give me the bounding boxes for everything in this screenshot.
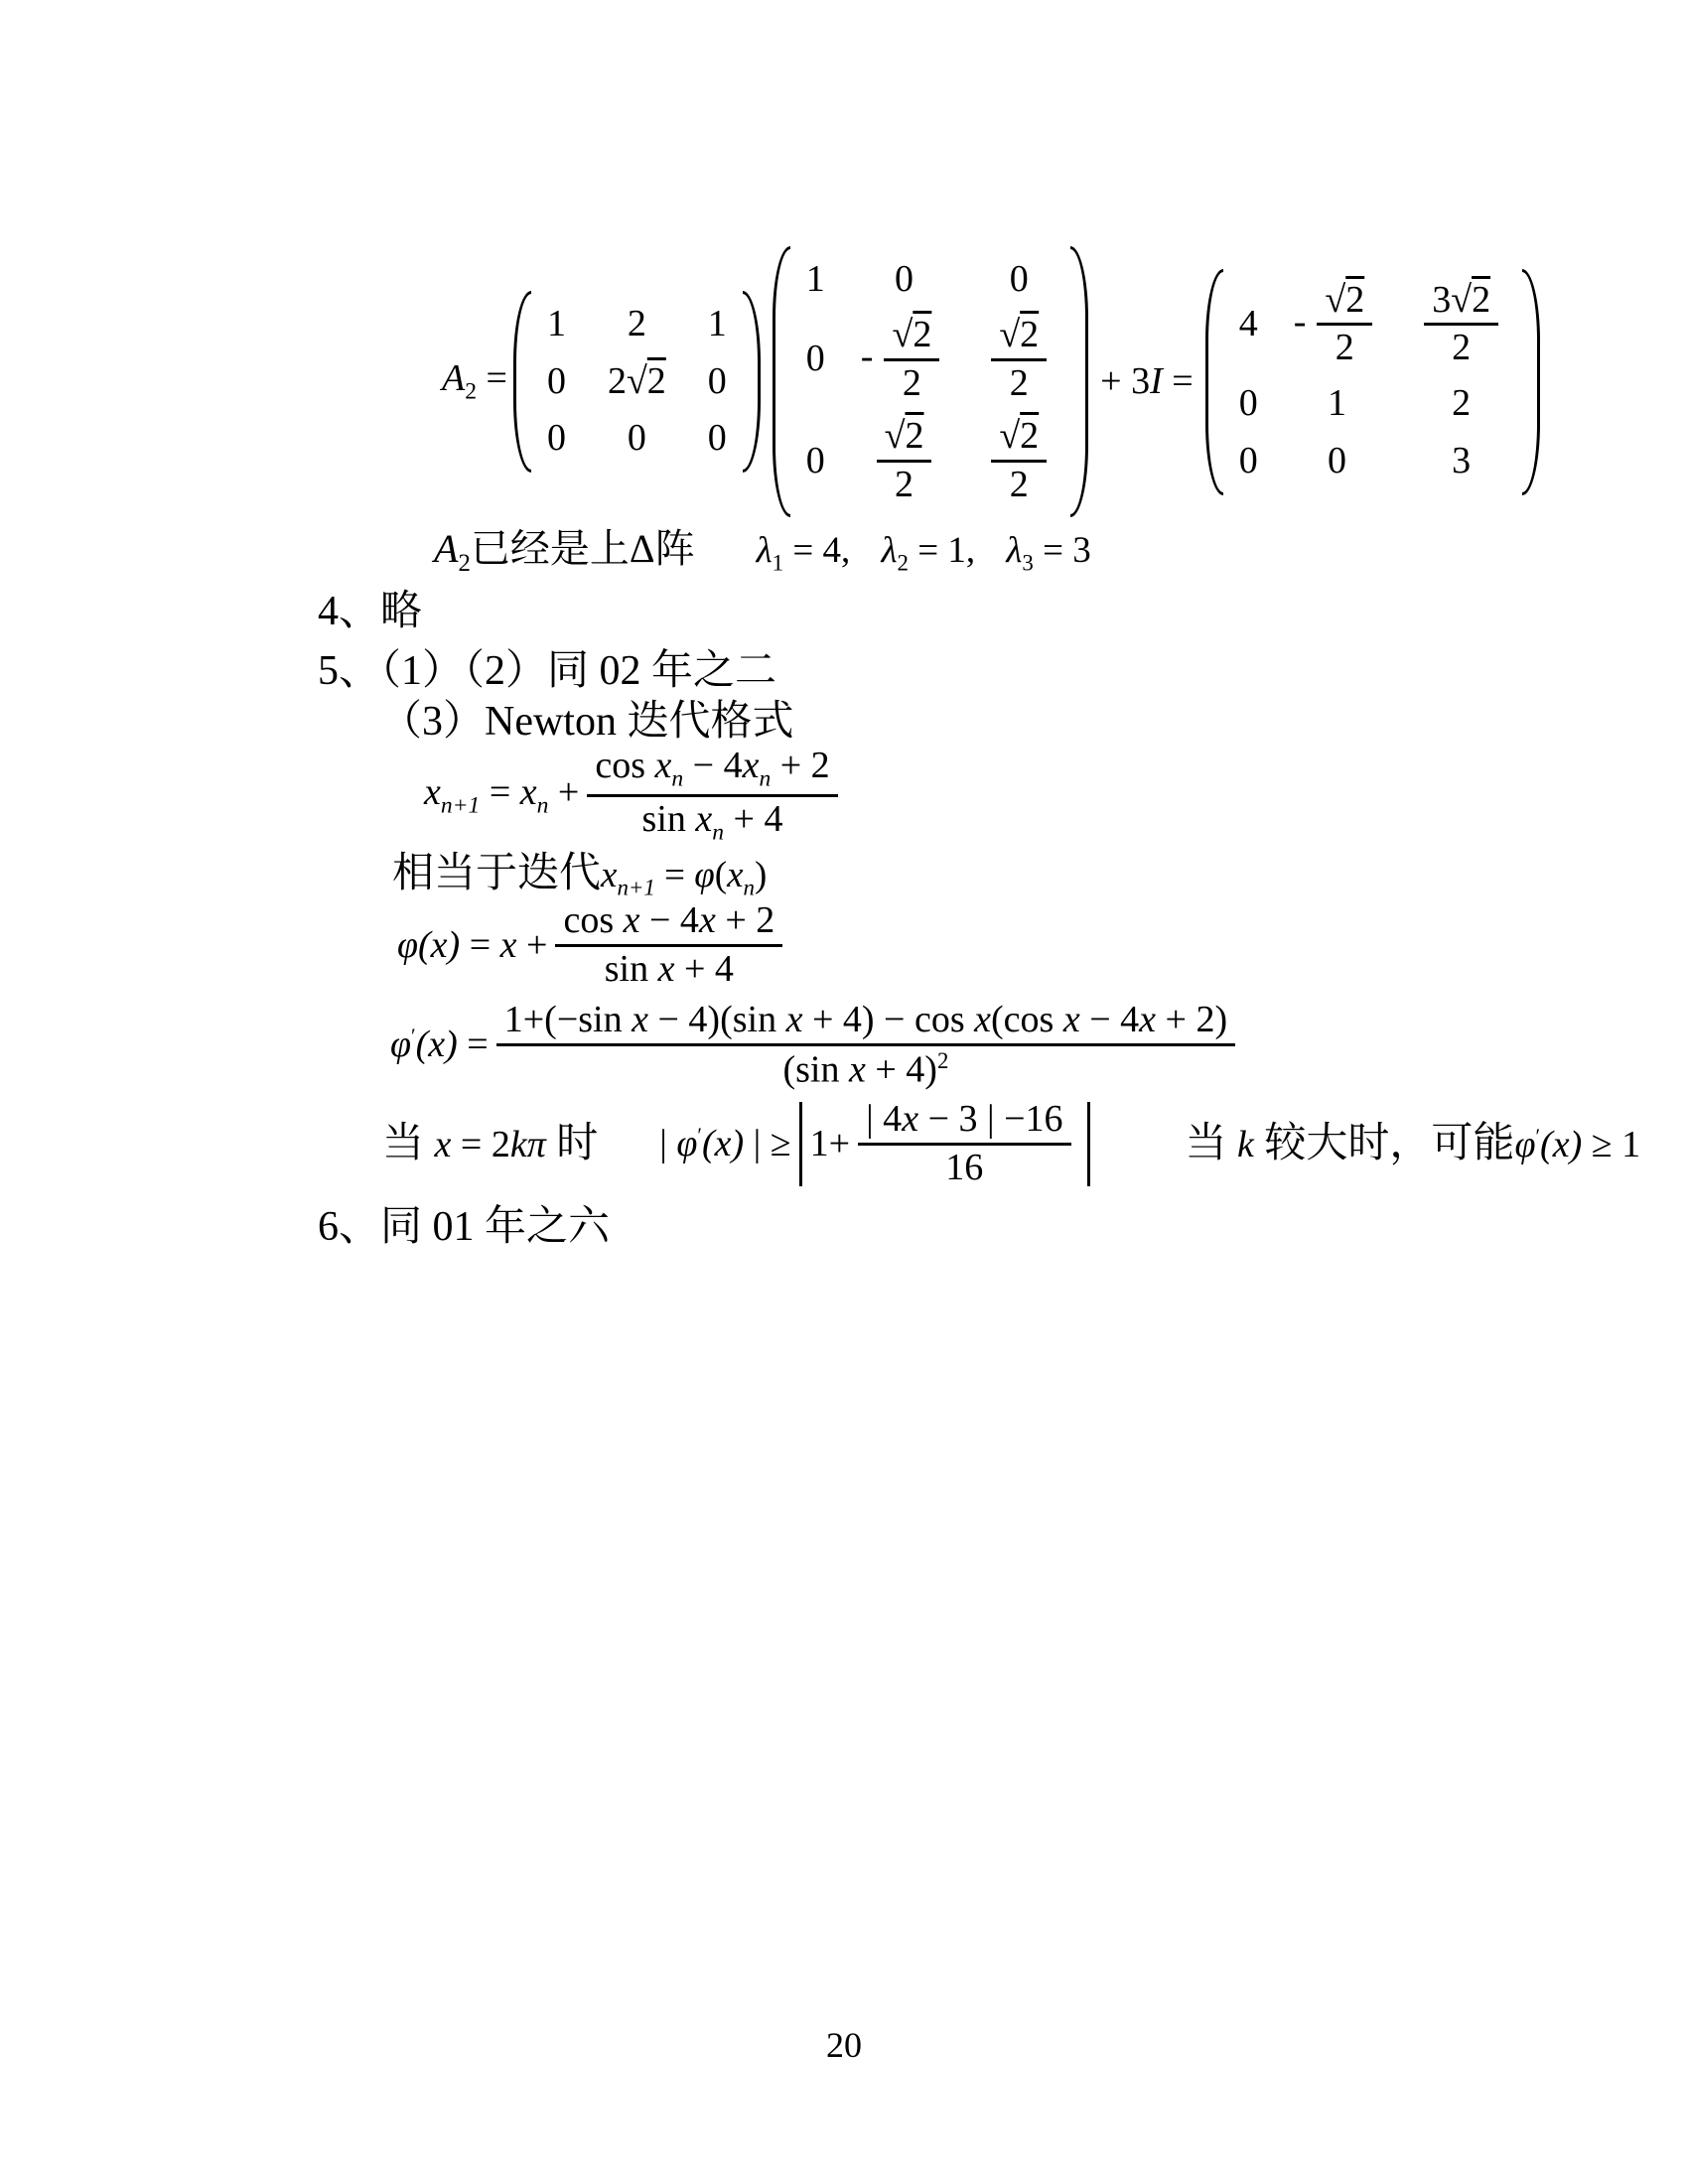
fn-cos: cos	[1003, 999, 1063, 1040]
cn-text: 阵	[654, 526, 695, 571]
var-x: x	[601, 855, 618, 895]
matrix-cell: 0	[1009, 258, 1029, 300]
right-paren	[1070, 246, 1088, 517]
abs-bar	[1087, 1102, 1090, 1186]
one-plus: 1+	[809, 1122, 851, 1164]
radical-icon: √	[626, 359, 647, 402]
matrix-1-grid	[531, 291, 743, 473]
var-k: k	[1237, 1124, 1254, 1166]
var-k: k	[509, 1124, 527, 1166]
var-phi: φ	[390, 1024, 412, 1066]
matrix-cell: 0	[707, 417, 727, 460]
matrix-cell	[1293, 278, 1381, 369]
eigenvalue-1	[757, 530, 851, 577]
var-phi: φ	[694, 855, 715, 895]
matrix-cell: 4	[1238, 303, 1258, 345]
matrix-cell: 0	[1238, 440, 1258, 482]
term: − 4)(	[647, 999, 733, 1040]
sqrt	[1451, 279, 1490, 321]
condition-x-2kpi	[382, 1120, 598, 1167]
sqrt	[999, 314, 1039, 355]
var-x: x	[742, 745, 760, 786]
line-upper-triangular	[434, 526, 1091, 579]
numerator	[555, 901, 782, 947]
geq-sign: ≥ 1	[1582, 1124, 1641, 1166]
var-pi: π	[526, 1124, 546, 1166]
matrix-cell: 1	[707, 303, 727, 345]
cn-text: 当	[1185, 1121, 1238, 1167]
term: + 4	[724, 798, 783, 841]
prime-mark: ′	[411, 1024, 416, 1048]
matrix-cell	[1424, 278, 1498, 369]
argument: (x)	[415, 1024, 458, 1066]
delta-symbol: Δ	[629, 526, 655, 571]
term: (	[782, 1048, 796, 1091]
value: = 4,	[792, 530, 851, 571]
numerator	[587, 747, 837, 797]
radicand: 2	[1020, 415, 1040, 458]
line-2kpi	[382, 1100, 1640, 1188]
matrix-cell	[991, 417, 1047, 505]
var-phi: φ	[676, 1122, 698, 1164]
subscript: 2	[897, 550, 909, 576]
conclusion-k-large	[1186, 1120, 1641, 1167]
term: 1+(−	[503, 999, 579, 1040]
minus-sign: -	[860, 335, 874, 377]
cn-text: 已经是上	[470, 526, 630, 571]
denominator	[597, 947, 742, 990]
fn-sin: sin	[795, 1048, 849, 1091]
line-equivalent-iteration	[392, 850, 767, 901]
var-x: x	[657, 947, 675, 990]
var-A: A	[434, 526, 459, 571]
cn-text: 较大时，可能	[1253, 1121, 1515, 1167]
term: − 4	[1079, 999, 1140, 1040]
item-5-label: 5、（1）（2）同 02 年之二	[318, 648, 777, 694]
term: (	[991, 999, 1004, 1040]
abs-bar	[799, 1102, 802, 1186]
matrix-cell: 0	[1327, 440, 1346, 482]
fraction	[587, 747, 837, 846]
cn-text: 当	[382, 1121, 435, 1167]
plus-sign: +	[516, 923, 548, 966]
var-phi: φ	[397, 923, 419, 966]
matrix-cell: 1	[805, 258, 825, 300]
radical-icon: √	[884, 415, 906, 458]
denominator: 16	[945, 1146, 984, 1188]
radicand: 2	[1472, 278, 1491, 321]
sqrt	[999, 415, 1039, 457]
fraction	[858, 1100, 1070, 1188]
equals-sign: =	[477, 357, 507, 400]
denominator	[774, 1046, 956, 1091]
newton-iteration-formula	[424, 747, 846, 846]
equals-sign: =	[480, 771, 520, 814]
item-5-3-label: （3）Newton 迭代格式	[380, 699, 794, 745]
denominator: 2	[1009, 464, 1029, 506]
fraction	[496, 1001, 1235, 1090]
matrix-cell: 0	[805, 440, 825, 482]
matrix-cell: 0	[1238, 382, 1258, 425]
term: + 2)	[1156, 999, 1228, 1040]
radicand: 2	[1345, 278, 1365, 321]
radicand: 2	[646, 359, 666, 402]
eigenvalue-3	[1006, 530, 1090, 577]
var-x: x	[695, 798, 713, 841]
exponent: 2	[936, 1047, 949, 1073]
var-x: x	[785, 999, 803, 1040]
geq-sign: ≥	[761, 1122, 791, 1164]
denominator	[634, 797, 791, 845]
abs-bar: |	[659, 1122, 677, 1164]
prime-mark: ′	[697, 1122, 702, 1147]
matrix-cell: 0	[805, 338, 825, 380]
var-I: I	[1150, 359, 1163, 402]
subscript: 3	[1022, 550, 1034, 576]
matrix-3-grid	[1223, 269, 1522, 495]
plus-sign: +	[548, 771, 580, 814]
subscript: n	[671, 765, 684, 792]
numerator	[858, 1100, 1070, 1146]
denominator: 2	[1009, 361, 1029, 404]
matrix-cell	[991, 313, 1047, 404]
upper-triangular-statement	[434, 526, 695, 579]
argument: (x)	[701, 1122, 745, 1164]
var-lambda: λ	[756, 530, 773, 571]
equals-sign: =	[654, 855, 695, 895]
cn-text: 相当于迭代	[392, 851, 602, 896]
term: | 4	[866, 1098, 903, 1140]
var-A: A	[442, 357, 466, 400]
term: − 3 | −16	[918, 1098, 1063, 1140]
fn-cos: cos	[563, 899, 624, 941]
formula-lhs	[424, 771, 579, 820]
plus-3I-equals	[1100, 360, 1194, 404]
matrix-cell: 2	[1452, 382, 1472, 425]
item-4-label: 4、略	[318, 589, 423, 634]
radical-icon: √	[999, 415, 1021, 458]
phi-formula	[397, 901, 790, 990]
eigenvalues	[757, 530, 1091, 577]
var-x: x	[727, 855, 744, 895]
var-x: x	[974, 999, 992, 1040]
term: + 2	[715, 899, 775, 941]
var-lambda: λ	[881, 530, 898, 571]
denominator: 2	[895, 464, 914, 506]
radical-icon: √	[1325, 278, 1346, 321]
argument: (x)	[1540, 1124, 1583, 1166]
var-x: x	[519, 771, 537, 814]
fraction	[1317, 278, 1372, 369]
subscript: n+1	[617, 875, 655, 900]
denominator: 2	[1452, 327, 1472, 369]
right-paren	[1522, 269, 1540, 495]
right-paren	[743, 291, 761, 473]
subscript: n+1	[440, 793, 481, 820]
var-x: x	[698, 899, 716, 941]
numerator	[991, 313, 1047, 361]
subscript: 1	[772, 550, 784, 576]
subscript-2: 2	[458, 550, 471, 577]
matrix-cell: 1	[1327, 382, 1346, 425]
iteration-formula	[601, 855, 767, 901]
term: − 4	[683, 745, 743, 786]
matrix-equation	[442, 246, 1546, 517]
item-6-label: 6、同 01 年之六	[318, 1204, 611, 1250]
numerator	[884, 313, 939, 361]
term: + 2	[771, 745, 830, 786]
var-x: x	[632, 999, 648, 1040]
equals-sign: =	[460, 923, 500, 966]
left-paren	[513, 291, 531, 473]
value: = 1,	[917, 530, 976, 571]
value: = 3	[1043, 530, 1091, 571]
radical-icon: √	[1451, 278, 1473, 321]
abs-phi-prime	[659, 1123, 790, 1166]
term: + 4) −	[802, 999, 914, 1040]
var-lambda: λ	[1006, 530, 1023, 571]
phi-prime-formula	[390, 1001, 1243, 1090]
var-x: x	[1139, 999, 1157, 1040]
equals-sign: = 2	[451, 1124, 510, 1166]
var-x: x	[499, 923, 517, 966]
var-x: x	[848, 1048, 866, 1091]
fn-cos: cos	[914, 999, 975, 1040]
numerator	[1424, 278, 1498, 327]
equation-lhs	[442, 357, 507, 406]
subscript: n	[743, 875, 755, 900]
fraction	[555, 901, 782, 990]
matrix-cell: 0	[895, 258, 914, 300]
argument: (x)	[418, 923, 461, 966]
minus-sign: -	[1293, 300, 1307, 342]
radicand: 2	[905, 415, 924, 458]
var-x: x	[902, 1098, 919, 1140]
radical-icon: √	[999, 313, 1021, 355]
left-paren	[773, 246, 790, 517]
radical-icon: √	[892, 313, 914, 355]
numerator	[496, 1001, 1235, 1046]
matrix-cell	[608, 360, 666, 404]
matrix-cell: 0	[546, 417, 566, 460]
term: + 4)	[865, 1048, 937, 1091]
abs-bar: |	[744, 1122, 762, 1164]
var-x: x	[623, 899, 640, 941]
formula-lhs	[397, 924, 547, 968]
matrix-cell: 2	[627, 303, 646, 345]
left-paren: (	[714, 855, 728, 895]
matrix-3	[1205, 269, 1540, 495]
matrix-cell: 0	[707, 359, 727, 402]
fn-cos: cos	[595, 745, 655, 786]
matrix-cell: 0	[546, 359, 566, 402]
subscript: n	[759, 765, 772, 792]
fn-sin: sin	[732, 999, 786, 1040]
cn-text: 时	[545, 1121, 599, 1167]
matrix-cell: 3	[1452, 440, 1472, 482]
denominator: 2	[902, 361, 921, 404]
radicand: 2	[913, 313, 932, 355]
matrix-1	[513, 291, 761, 473]
term: − 4	[639, 899, 699, 941]
matrix-cell: 1	[546, 303, 566, 345]
sqrt	[1325, 279, 1364, 321]
subscript-2: 2	[465, 378, 477, 405]
prime-mark: ′	[1535, 1124, 1541, 1149]
left-paren	[1205, 269, 1223, 495]
var-x: x	[424, 771, 441, 814]
equals-sign: =	[1162, 359, 1194, 402]
matrix-2-grid	[790, 246, 1070, 517]
formula-lhs	[390, 1024, 489, 1067]
sqrt	[885, 415, 924, 457]
fn-sin: sin	[641, 798, 696, 841]
subscript: n	[712, 819, 725, 846]
var-x: x	[434, 1124, 452, 1166]
equals-sign: =	[457, 1024, 489, 1066]
coefficient: 3	[1432, 278, 1452, 321]
sqrt	[892, 314, 931, 355]
page-number: 20	[826, 2025, 862, 2065]
term: + 4	[674, 947, 734, 990]
matrix-2	[773, 246, 1088, 517]
subscript: n	[536, 793, 549, 820]
var-x: x	[654, 745, 672, 786]
var-phi: φ	[1514, 1124, 1536, 1166]
fraction	[884, 313, 939, 404]
coefficient: 2	[607, 359, 627, 402]
matrix-cell: 0	[627, 417, 646, 460]
fn-sin: sin	[604, 947, 658, 990]
var-x: x	[1062, 999, 1080, 1040]
matrix-cell	[860, 313, 948, 404]
fn-sin: sin	[578, 999, 633, 1040]
eigenvalue-2	[881, 530, 975, 577]
radicand: 2	[1020, 313, 1040, 355]
matrix-cell	[877, 417, 932, 505]
sqrt	[627, 360, 666, 402]
numerator	[877, 417, 932, 463]
denominator: 2	[1335, 327, 1354, 369]
plus-sign: + 3	[1100, 359, 1151, 402]
numerator	[991, 417, 1047, 463]
right-paren: )	[754, 855, 768, 895]
numerator	[1317, 278, 1372, 327]
